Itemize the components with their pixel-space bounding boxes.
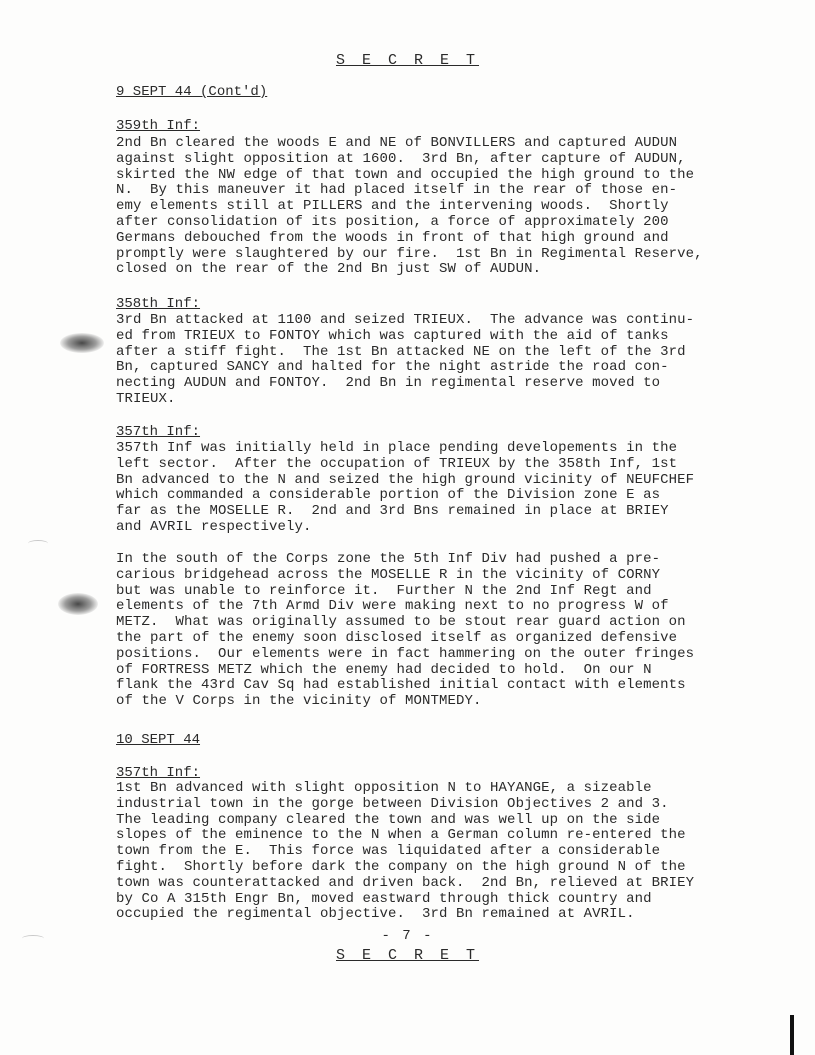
scan-mark <box>22 935 44 942</box>
text-line: METZ. What was originally assumed to be stout rear guard action on <box>116 614 686 631</box>
text-line: against slight opposition at 1600. 3rd Bn, after capture of AUDUN, <box>116 150 686 167</box>
text-line: which commanded a considerable portion of the Division zone E as <box>116 487 661 504</box>
classification-footer: S E C R E T <box>335 947 480 964</box>
text-line: but was unable to reinforce it. Further N the 2nd Inf Regt and <box>116 582 652 599</box>
text-line: elements of the 7th Armd Div were making next to no progress W of <box>116 598 669 615</box>
punch-hole-smudge <box>60 333 104 353</box>
text-line: flank the 43rd Cav Sq had established initial contact with elements <box>116 677 686 694</box>
paragraph-357th-sept10 <box>116 781 776 923</box>
text-line: 3rd Bn attacked at 1100 and seized TRIEUX. The advance was continu- <box>116 312 695 328</box>
text-line: the part of the enemy soon disclosed itself as organized defensive <box>116 629 678 646</box>
text-line: The leading company cleared the town and was well up on the side <box>116 811 661 828</box>
text-line: and AVRIL respectively. <box>116 518 312 535</box>
paragraph-358th <box>116 313 776 408</box>
text-line: far as the MOSELLE R. 2nd and 3rd Bns remained in place at BRIEY <box>116 503 669 520</box>
page-number: - 7 - <box>381 928 434 944</box>
text-line: 2nd Bn cleared the woods E and NE of BONVILLERS and captured AUDUN <box>116 135 678 151</box>
text-line: fight. Shortly before dark the company on the high ground N of the <box>116 858 686 875</box>
text-line: In the south of the Corps zone the 5th Inf Div had pushed a pre- <box>116 551 661 567</box>
text-line: of the V Corps in the vicinity of MONTMEDY. <box>116 693 482 710</box>
text-line: after consolidation of its position, a force of approximately 200 <box>116 213 669 230</box>
text-line: necting AUDUN and FONTOY. 2nd Bn in regimental reserve moved to <box>116 375 661 392</box>
text-line: N. By this maneuver it had placed itself in the rear of those en- <box>116 182 678 199</box>
text-line: TRIEUX. <box>116 390 176 407</box>
text-line: left sector. After the occupation of TRIEUX by the 358th Inf, 1st <box>116 455 678 472</box>
text-line: Bn advanced to the N and seized the high ground vicinity of NEUFCHEF <box>116 471 695 488</box>
text-line: 357th Inf was initially held in place pending developements in the <box>116 440 678 456</box>
text-line: emy elements still at PILLERS and the intervening woods. Shortly <box>116 198 669 215</box>
text-line: industrial town in the gorge between Division Objectives 2 and 3. <box>116 795 669 812</box>
scan-mark <box>28 540 48 547</box>
text-line: positions. Our elements were in fact hammering on the outer fringes <box>116 645 695 662</box>
text-line: closed on the rear of the 2nd Bn just SW of AUDUN. <box>116 261 542 278</box>
text-line: town was counterattacked and driven back. 2nd Bn, relieved at BRIEY <box>116 874 695 891</box>
paragraph-359th <box>116 136 776 278</box>
punch-hole-smudge <box>58 593 98 615</box>
text-line: Germans debouched from the woods in front of that high ground and <box>116 229 669 246</box>
paragraph-357th <box>116 441 776 536</box>
text-line: of FORTRESS METZ which the enemy had decided to hold. On our N <box>116 661 652 678</box>
text-line: slopes of the eminence to the N when a German column re-entered the <box>116 827 686 844</box>
classification-header: S E C R E T <box>335 52 480 69</box>
edge-scan-mark <box>790 1015 794 1055</box>
paragraph-corps-zone <box>116 552 776 710</box>
text-line: promptly were slaughtered by our fire. 1st Bn in Regimental Reserve, <box>116 245 703 262</box>
unit-heading-359th: 359th Inf: <box>116 118 201 134</box>
unit-heading-357th-sept10: 357th Inf: <box>116 765 201 781</box>
unit-heading-357th: 357th Inf: <box>116 424 201 440</box>
text-line: occupied the regimental objective. 3rd Bn remained at AVRIL. <box>116 906 635 923</box>
text-line: carious bridgehead across the MOSELLE R in the vicinity of CORNY <box>116 566 661 583</box>
text-line: Bn, captured SANCY and halted for the night astride the road con- <box>116 359 669 376</box>
text-line: skirted the NW edge of that town and occupied the high ground to the <box>116 166 695 183</box>
text-line: 1st Bn advanced with slight opposition N to HAYANGE, a sizeable <box>116 780 652 796</box>
unit-heading-358th: 358th Inf: <box>116 296 201 312</box>
text-line: town from the E. This force was liquidated after a considerable <box>116 843 661 860</box>
text-line: after a stiff fight. The 1st Bn attacked NE on the left of the 3rd <box>116 343 686 360</box>
text-line: ed from TRIEUX to FONTOY which was captured with the aid of tanks <box>116 327 669 344</box>
text-line: by Co A 315th Engr Bn, moved eastward through thick country and <box>116 890 652 907</box>
date-heading: 9 SEPT 44 (Cont'd) <box>116 84 268 100</box>
date-heading: 10 SEPT 44 <box>116 732 201 748</box>
